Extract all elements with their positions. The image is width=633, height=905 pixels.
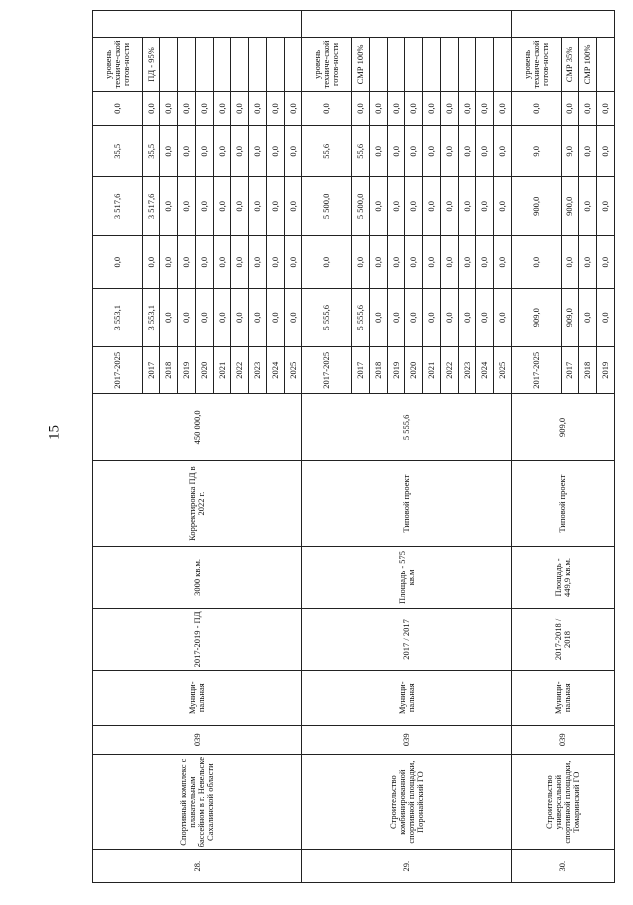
total-v4-cell: 35,5 [93,126,143,177]
total-v3-cell: 900,0 [511,177,561,236]
year-v5-cell: 0,0 [178,91,196,125]
year-note-cell: СМР 100% [579,38,597,92]
year-v5-cell: 0,0 [249,91,267,125]
year-v4-cell: 0,0 [405,126,423,177]
year-v1-cell: 0,0 [579,289,597,347]
total-note-cell: уровень техниче-ской готов-ности [511,38,561,92]
year-v4-cell: 0,0 [579,126,597,177]
year-v1-cell: 5 555,6 [352,289,370,347]
year-v1-cell: 0,0 [213,289,231,347]
year-year-cell: 2018 [369,347,387,394]
total-years-cell: 2017-2025 [93,347,143,394]
total-v5-cell: 0,0 [93,91,143,125]
year-v2-cell: 0,0 [369,236,387,289]
year-v5-cell: 0,0 [284,91,302,125]
total-years-cell: 2017-2025 [511,347,561,394]
year-v5-cell: 0,0 [458,91,476,125]
year-v3-cell: 0,0 [213,177,231,236]
estimate-cell: 909,0 [511,394,614,461]
code-cell: 039 [302,725,511,754]
total-v5-cell: 0,0 [302,91,352,125]
year-v5-cell: 0,0 [423,91,441,125]
year-v3-cell: 900,0 [561,177,579,236]
year-note-cell [249,38,267,92]
year-v4-cell: 0,0 [231,126,249,177]
year-year-cell: 2022 [231,347,249,394]
year-v4-cell: 55,6 [352,126,370,177]
investment-table [92,10,615,883]
basis-cell: Типовой проект [511,461,614,547]
page-number: 15 [46,425,63,440]
year-v4-cell: 0,0 [160,126,178,177]
table-body [93,11,615,883]
total-v1-cell: 909,0 [511,289,561,347]
year-v1-cell: 0,0 [178,289,196,347]
year-v3-cell: 0,0 [249,177,267,236]
year-v3-cell: 0,0 [369,177,387,236]
year-note-cell [266,38,284,92]
year-v1-cell: 0,0 [195,289,213,347]
blank-cell [511,11,614,38]
year-v3-cell: 0,0 [423,177,441,236]
year-year-cell: 2017 [352,347,370,394]
year-v3-cell: 0,0 [387,177,405,236]
year-year-cell: 2020 [195,347,213,394]
period-cell: 2017-2019 - ПД [93,608,302,670]
year-v1-cell: 0,0 [266,289,284,347]
total-years-cell: 2017-2025 [302,347,352,394]
year-v4-cell: 9,0 [561,126,579,177]
total-v2-cell: 0,0 [93,236,143,289]
year-v3-cell: 0,0 [440,177,458,236]
total-v1-cell: 5 555,6 [302,289,352,347]
year-v2-cell: 0,0 [387,236,405,289]
year-note-cell [369,38,387,92]
year-v3-cell: 0,0 [284,177,302,236]
object-name: Строительство комбинированной спортивной площадки, Поронайский ГО [302,754,511,849]
year-year-cell: 2019 [597,347,615,394]
year-v2-cell: 0,0 [249,236,267,289]
year-v3-cell: 0,0 [160,177,178,236]
year-v4-cell: 0,0 [476,126,494,177]
year-note-cell [231,38,249,92]
year-year-cell: 2025 [284,347,302,394]
year-v5-cell: 0,0 [476,91,494,125]
year-v4-cell: 0,0 [284,126,302,177]
total-v3-cell: 5 500,0 [302,177,352,236]
year-year-cell: 2021 [423,347,441,394]
year-v5-cell: 0,0 [561,91,579,125]
year-year-cell: 2021 [213,347,231,394]
year-v5-cell: 0,0 [494,91,512,125]
year-v3-cell: 0,0 [597,177,615,236]
year-v1-cell: 0,0 [160,289,178,347]
year-year-cell: 2018 [160,347,178,394]
year-v3-cell: 3 517,6 [142,177,160,236]
object-name: Спортивный комплекс с плавательным бассейном в г. Невельске Сахалинской области [93,754,302,849]
year-note-cell [195,38,213,92]
year-v4-cell: 0,0 [423,126,441,177]
year-note-cell [284,38,302,92]
year-v5-cell: 0,0 [213,91,231,125]
year-v5-cell: 0,0 [352,91,370,125]
year-v4-cell: 35,5 [142,126,160,177]
total-v1-cell: 3 553,1 [93,289,143,347]
total-v3-cell: 3 517,6 [93,177,143,236]
year-v5-cell: 0,0 [266,91,284,125]
year-note-cell [160,38,178,92]
year-year-cell: 2025 [494,347,512,394]
year-v2-cell: 0,0 [352,236,370,289]
year-year-cell: 2022 [440,347,458,394]
year-v3-cell: 0,0 [579,177,597,236]
year-v2-cell: 0,0 [231,236,249,289]
year-note-cell: ПД - 95% [142,38,160,92]
year-v2-cell: 0,0 [458,236,476,289]
year-v1-cell: 0,0 [423,289,441,347]
year-v3-cell: 5 500,0 [352,177,370,236]
year-v2-cell: 0,0 [405,236,423,289]
year-v1-cell: 3 553,1 [142,289,160,347]
year-v4-cell: 0,0 [440,126,458,177]
blank-cell [93,11,302,38]
total-v4-cell: 9,0 [511,126,561,177]
year-v2-cell: 0,0 [423,236,441,289]
ownership-cell: Муници-пальная [302,670,511,725]
year-v1-cell: 0,0 [284,289,302,347]
year-v2-cell: 0,0 [213,236,231,289]
year-v4-cell: 0,0 [178,126,196,177]
year-year-cell: 2020 [405,347,423,394]
year-year-cell: 2018 [579,347,597,394]
year-v2-cell: 0,0 [284,236,302,289]
year-v4-cell: 0,0 [249,126,267,177]
year-note-cell [476,38,494,92]
year-note-cell: СМР 100% [352,38,370,92]
year-v3-cell: 0,0 [178,177,196,236]
year-v1-cell: 0,0 [231,289,249,347]
year-note-cell [494,38,512,92]
year-v1-cell: 0,0 [440,289,458,347]
row-number: 28. [93,850,302,883]
year-year-cell: 2024 [476,347,494,394]
capacity-cell: Площадь - 575 кв.м [302,546,511,608]
year-note-cell [597,38,615,92]
ownership-cell: Муници-пальная [93,670,302,725]
year-year-cell: 2024 [266,347,284,394]
year-v4-cell: 0,0 [494,126,512,177]
year-year-cell: 2023 [458,347,476,394]
total-v4-cell: 55,6 [302,126,352,177]
year-note-cell [387,38,405,92]
year-v5-cell: 0,0 [440,91,458,125]
year-v1-cell: 0,0 [369,289,387,347]
year-v1-cell: 0,0 [494,289,512,347]
year-v4-cell: 0,0 [266,126,284,177]
period-cell: 2017 / 2017 [302,608,511,670]
year-year-cell: 2019 [387,347,405,394]
year-v5-cell: 0,0 [579,91,597,125]
year-v4-cell: 0,0 [387,126,405,177]
year-v5-cell: 0,0 [405,91,423,125]
code-cell: 039 [511,725,614,754]
total-v2-cell: 0,0 [511,236,561,289]
year-year-cell: 2017 [142,347,160,394]
year-v1-cell: 0,0 [249,289,267,347]
year-v2-cell: 0,0 [476,236,494,289]
object-name: Строительство универсальной спортивной площадки, Томаринский ГО [511,754,614,849]
year-v1-cell: 0,0 [597,289,615,347]
total-note-cell: уровень техниче-ской готов-ности [93,38,143,92]
year-v3-cell: 0,0 [476,177,494,236]
blank-cell [302,11,511,38]
table-row [302,11,352,883]
row-number: 30. [511,850,614,883]
year-v2-cell: 0,0 [494,236,512,289]
table-row [93,11,143,883]
year-note-cell [423,38,441,92]
year-v5-cell: 0,0 [597,91,615,125]
year-note-cell [213,38,231,92]
year-v5-cell: 0,0 [387,91,405,125]
basis-cell: Корректировка ПД в 2022 г. [93,461,302,547]
period-cell: 2017-2018 / 2018 [511,608,614,670]
year-v5-cell: 0,0 [369,91,387,125]
year-note-cell [405,38,423,92]
year-v4-cell: 0,0 [458,126,476,177]
year-v3-cell: 0,0 [494,177,512,236]
year-note-cell [178,38,196,92]
code-cell: 039 [93,725,302,754]
year-v4-cell: 0,0 [213,126,231,177]
year-v2-cell: 0,0 [178,236,196,289]
year-v2-cell: 0,0 [597,236,615,289]
year-v5-cell: 0,0 [195,91,213,125]
total-v5-cell: 0,0 [511,91,561,125]
ownership-cell: Муници-пальная [511,670,614,725]
year-year-cell: 2017 [561,347,579,394]
year-note-cell [458,38,476,92]
total-note-cell: уровень техниче-ской готов-ности [302,38,352,92]
year-v2-cell: 0,0 [579,236,597,289]
capacity-cell: 3000 кв.м. [93,546,302,608]
year-v2-cell: 0,0 [561,236,579,289]
year-v3-cell: 0,0 [231,177,249,236]
year-v3-cell: 0,0 [195,177,213,236]
year-v3-cell: 0,0 [266,177,284,236]
year-note-cell: СМР 35% [561,38,579,92]
year-v3-cell: 0,0 [458,177,476,236]
year-year-cell: 2023 [249,347,267,394]
year-v2-cell: 0,0 [195,236,213,289]
total-v2-cell: 0,0 [302,236,352,289]
year-note-cell [440,38,458,92]
year-v5-cell: 0,0 [231,91,249,125]
year-v4-cell: 0,0 [597,126,615,177]
year-v5-cell: 0,0 [160,91,178,125]
year-v2-cell: 0,0 [160,236,178,289]
estimate-cell: 450 000,0 [93,394,302,461]
year-year-cell: 2019 [178,347,196,394]
year-v1-cell: 0,0 [387,289,405,347]
table-row [511,11,561,883]
year-v1-cell: 0,0 [405,289,423,347]
year-v5-cell: 0,0 [142,91,160,125]
row-number: 29. [302,850,511,883]
year-v1-cell: 0,0 [458,289,476,347]
year-v3-cell: 0,0 [405,177,423,236]
estimate-cell: 5 555,6 [302,394,511,461]
year-v2-cell: 0,0 [142,236,160,289]
year-v2-cell: 0,0 [266,236,284,289]
year-v2-cell: 0,0 [440,236,458,289]
year-v4-cell: 0,0 [369,126,387,177]
basis-cell: Типовой проект [302,461,511,547]
year-v4-cell: 0,0 [195,126,213,177]
capacity-cell: Площадь - 449,9 кв.м. [511,546,614,608]
year-v1-cell: 909,0 [561,289,579,347]
year-v1-cell: 0,0 [476,289,494,347]
rotated-table-container [92,10,615,883]
